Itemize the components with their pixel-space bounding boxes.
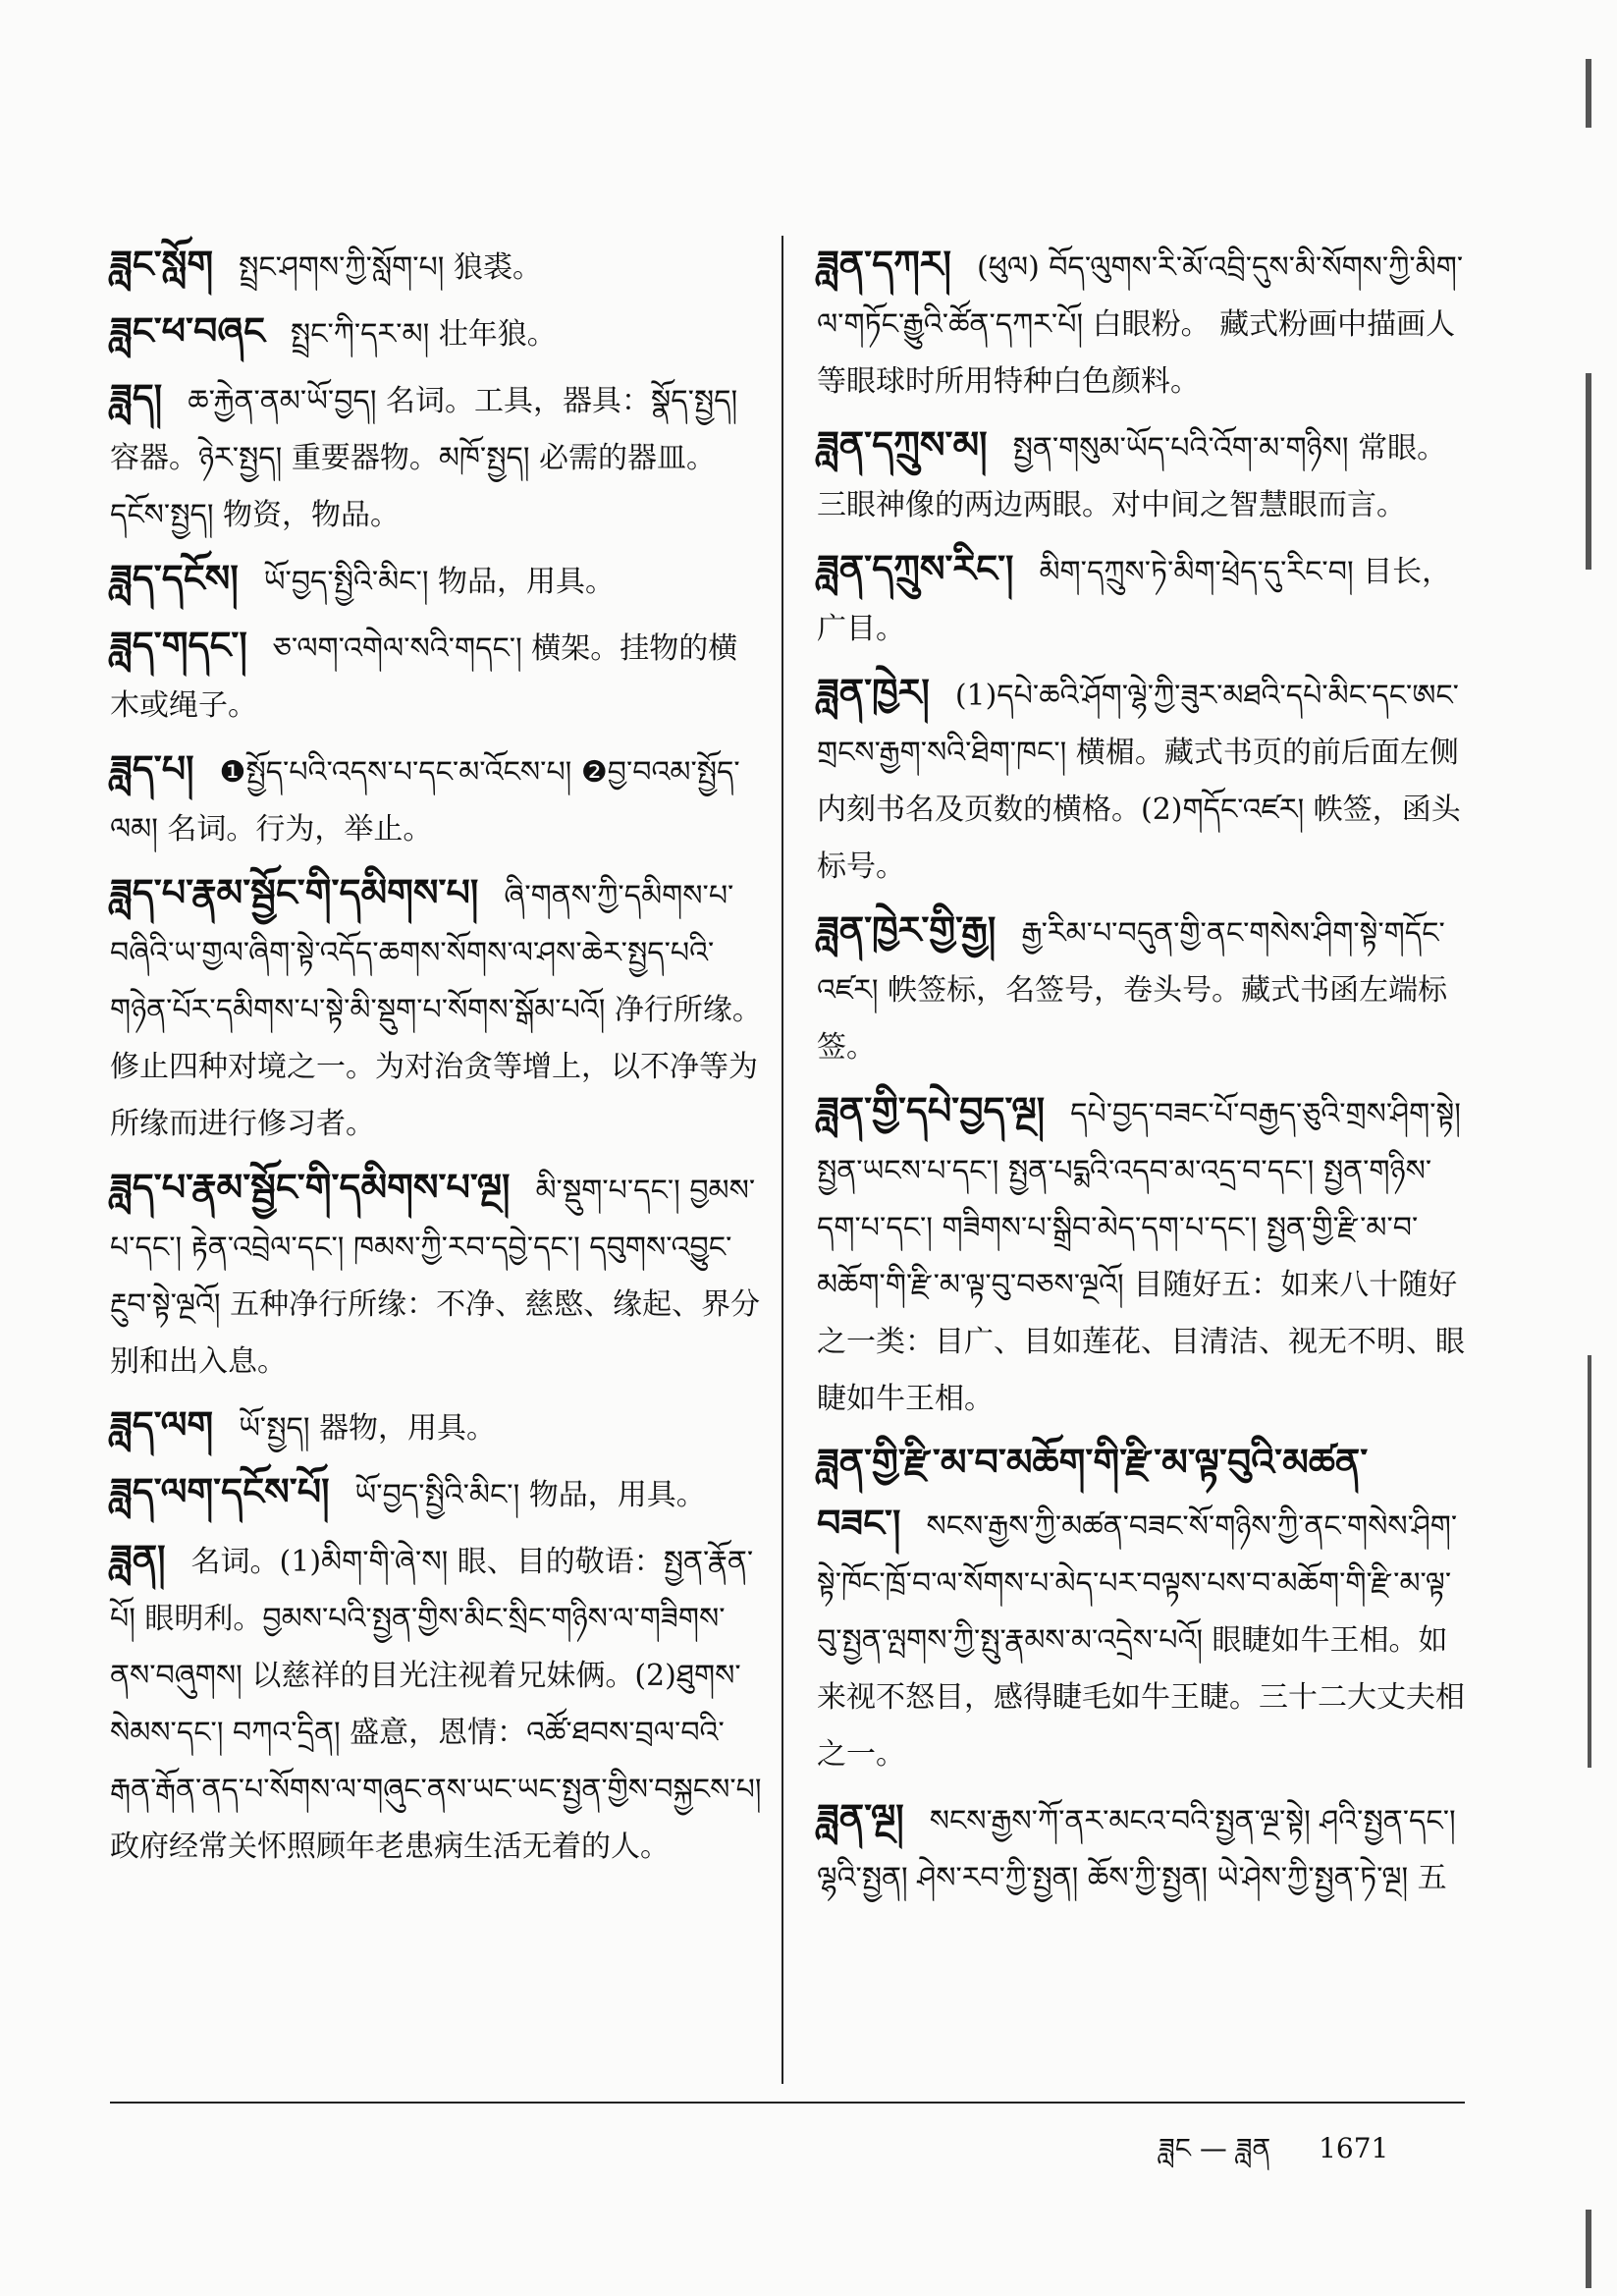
- dictionary-entry: [817, 664, 1465, 896]
- dictionary-entry: [817, 1434, 1465, 1783]
- headword: ཟླན།: [110, 1537, 166, 1580]
- scan-edge-mark: [1588, 1355, 1591, 1768]
- dictionary-entry: [817, 1789, 1465, 1907]
- page-footer: [1159, 2117, 1388, 2195]
- dictionary-entry: [110, 550, 766, 611]
- dictionary-entry: [110, 302, 766, 363]
- headword: ཟླད་པ་རྣམ་སྦྱོང་གི་དམིགས་པ།: [110, 871, 479, 914]
- headword: ཟླན་གྱི་དཔེ་བྱད་ལྔ།: [817, 1089, 1046, 1132]
- definition: སྤྲང་ཀི་དར་མ། 壮年狼。: [290, 317, 557, 352]
- headword: ཟླན་ལྔ།: [817, 1796, 904, 1839]
- scan-edge-mark: [1586, 59, 1591, 128]
- definition: (ཕུལ) བོད་ལུགས་རི་མོ་འབྲི་དུས་མི་སོགས་ཀྱི་མིག་ལ་གཏོང་རྒྱུའི་ཚོན་དཀར་པོ། 白眼粉。 藏式粉画中描画人等眼球时所用特种白色颜料。: [817, 250, 1464, 399]
- definition: ཡོ་བྱད་སྤྱིའི་མིང་། 物品，用具。: [263, 565, 616, 599]
- headword: ཟླན་ཁྱེར་གྱི་རྒྱ།: [817, 908, 997, 952]
- dictionary-entry: [110, 1396, 766, 1457]
- dictionary-entry: [817, 540, 1465, 658]
- definition: མིག་དཀྲུས་ཏེ་མིག་ཕྲེད་དུ་རིང་བ། 目长，广目。: [817, 555, 1452, 646]
- definition: མི་སྡུག་པ་དང་། བྱམས་པ་དང་། རྟེན་འབྲེལ་དང་། ཁམས་ཀྱི་རབ་དབྱེ་དང་། དབུགས་འབྱུང་རྔུབ་སྟེ་ལྔའོ། 五种净行所缘：不净、慈愍、缘起、界分别和出入息。: [110, 1174, 761, 1379]
- headword: ཟླད་ལག་དངོས་པོ།: [110, 1470, 330, 1513]
- headword: ཟླང་ཕ་བཞང: [110, 309, 265, 353]
- definition: སྤྱན་གསུམ་ཡོད་པའི་འོག་མ་གཉིས། 常眼。三眼神像的两边两眼。对中间之智慧眼而言。: [817, 431, 1447, 522]
- definition: (1)དཔེ་ཆའི་ཤོག་ལྷེ་ཀྱི་ཟུར་མཐའི་དཔེ་མིང་དང་ཨང་གྲངས་རྒྱག་སའི་ཐིག་ཁང་། 横楣。藏式书页的前后面左侧内刻书名及页数的横格。(2)གདོང་འཛར། 帙签，函头标号。: [817, 679, 1461, 884]
- definition: ཅ་ལག་འགེལ་སའི་གདང་། 横架。挂物的横木或绳子。: [110, 631, 738, 723]
- headword: ཟླང་སློག: [110, 243, 214, 286]
- dictionary-entry: [110, 740, 766, 858]
- left-column: [110, 236, 766, 1882]
- page-number: 1671: [1319, 2132, 1389, 2164]
- definition: ❶སྤྱོད་པའི་འདས་པ་དང་མ་འོངས་པ། ❷བྱ་བའམ་སྤྱོད་ལམ། 名词。行为，举止。: [110, 755, 740, 847]
- dictionary-entry: [110, 1463, 766, 1524]
- dictionary-entry: [110, 236, 766, 297]
- definition: སྤྲང་ཤགས་ཀྱི་སློག་པ། 狼裘。: [239, 250, 542, 285]
- dictionary-entry: [110, 1159, 766, 1391]
- dictionary-entry: [817, 902, 1465, 1076]
- headword: ཟླད་པ་རྣམ་སྦྱོང་གི་དམིགས་པ་ལྔ།: [110, 1166, 511, 1209]
- dictionary-entry: [110, 617, 766, 735]
- definition: དཔེ་བྱད་བཟང་པོ་བརྒྱད་ཅུའི་གྲས་ཤིག་སྟེ། སྤྱན་ཡངས་པ་དང་། སྤྱན་པདྨའི་འདབ་མ་འདྲ་བ་དང་། སྤྱན་གཉིས་དག་པ་དང་། གཟིགས་པ་སྒྲིབ་མེད་དག་པ་དང་། སྤྱན་གྱི་རྫི་མ་བ་མཆོག་གི་རྫི་མ་ལྟ་བུ་བཅས་ལྔའོ། 目随好五：如来八十随好之一类：目广、目如莲花、目清洁、视无不明、眼睫如牛王相。: [817, 1097, 1465, 1416]
- page-range: ཟླང — ཟླན: [1159, 2132, 1271, 2164]
- headword: ཟླད།: [110, 376, 163, 419]
- dictionary-entry: [817, 416, 1465, 534]
- headword: ཟླན་དཀྲུས་རིང་།: [817, 547, 1014, 590]
- definition: རྒྱ་རིམ་པ་བདུན་གྱི་ནང་གསེས་ཤིག་སྟེ་གདོང་འཛར། 帙签标，名签号，卷头号。藏式书函左端标签。: [817, 916, 1448, 1065]
- headword: ཟླན་ཁྱེར།: [817, 671, 930, 714]
- headword: ཟླད་དངོས།: [110, 557, 239, 600]
- dictionary-entry: [817, 1082, 1465, 1428]
- headword: ཟླན་གྱི་རྫི་མ་བ་མཆོག་གི་རྫི་མ་ལྟ་བུའི་མཚན་བཟང་།: [817, 1441, 1369, 1545]
- headword: ཟླད་གདང་།: [110, 624, 247, 667]
- headword: ཟླད་པ།: [110, 747, 194, 791]
- definition: ཡོ་བྱད་སྤྱིའི་མིང་། 物品，用具。: [354, 1478, 706, 1512]
- scan-edge-mark: [1586, 373, 1591, 570]
- definition: ཆ་རྐྱེན་ནམ་ཡོ་བྱད། 名词。工具，器具：སྣོད་སྤྱད། 容器。ཉེར་སྤྱད། 重要器物。མཁོ་སྤྱད། 必需的器皿。དངོས་སྤྱད། 物资，物品。: [110, 384, 738, 532]
- column-divider: [782, 236, 783, 2084]
- bottom-rule: [110, 2102, 1465, 2104]
- definition: སངས་རྒྱས་ཀོ་ནར་མངའ་བའི་སྤྱན་ལྔ་སྟེ། ཤའི་སྤྱན་དང་། ལྷའི་སྤྱན། ཤེས་རབ་ཀྱི་སྤྱན། ཆོས་ཀྱི་སྤྱན། ཡེ་ཤེས་ཀྱི་སྤྱན་ཏེ་ལྔ། 五: [817, 1804, 1456, 1895]
- dictionary-entry: [817, 236, 1465, 410]
- dictionary-entry: [110, 864, 766, 1153]
- dictionary-entry: [110, 1530, 766, 1876]
- headword: ཟླན་དཀར།: [817, 243, 951, 286]
- headword: ཟླད་ལག: [110, 1403, 214, 1447]
- dictionary-entry: [110, 369, 766, 544]
- right-column: [817, 236, 1465, 1913]
- definition: ཡོ་སྤྱད། 器物，用具。: [239, 1411, 497, 1446]
- scan-edge-mark: [1586, 2210, 1591, 2288]
- headword: ཟླན་དཀྲུས་མ།: [817, 423, 988, 466]
- definition: ཞི་གནས་ཀྱི་དམིགས་པ་བཞིའི་ཡ་གྱལ་ཞིག་སྟེ་འདོད་ཆགས་སོགས་ལ་ཤས་ཆེར་སྤྱད་པའི་གཉེན་པོར་དམིགས་པ་སྟེ་མི་སྡུག་པ་སོགས་སྒོམ་པའོ། 净行所缘。修止四种对境之一。为对治贪等增上，以不净等为所缘而进行修习者。: [110, 879, 762, 1141]
- definition: སངས་རྒྱས་ཀྱི་མཚན་བཟང་སོ་གཉིས་ཀྱི་ནང་གསེས་ཤིག་སྟེ་ཁོང་ཁྲོ་བ་ལ་སོགས་པ་མེད་པར་བལྟས་པས་བ་མཆོག་གི་རྫི་མ་ལྟ་བུ་སྤྱན་ལྤགས་ཀྱི་སྤུ་རྣམས་མ་འདྲེས་པའོ། 眼睫如牛王相。如来视不怒目，感得睫毛如牛王睫。三十二大丈夫相之一。: [817, 1509, 1465, 1772]
- definition: 名词。(1)མིག་གི་ཞེ་ས། 眼、目的敬语：སྤྱན་རྣོན་པོ། 眼明利。བྱམས་པའི་སྤྱན་གྱིས་མིང་སྲིང་གཉིས་ལ་གཟིགས་ནས་བཞུགས། 以慈祥的目光注视着兄妹俩。(2)ཐུགས་སེམས་དང་། བཀའ་དྲིན། 盛意，恩情：འཚོ་ཐབས་བྲལ་བའི་རྒན་རྒོན་ནད་པ་སོགས་ལ་གཞུང་ནས་ཡང་ཡང་སྤྱན་གྱིས་བསྐྱངས་པ། 政府经常关怀照顾年老患病生活无着的人。: [110, 1545, 762, 1864]
